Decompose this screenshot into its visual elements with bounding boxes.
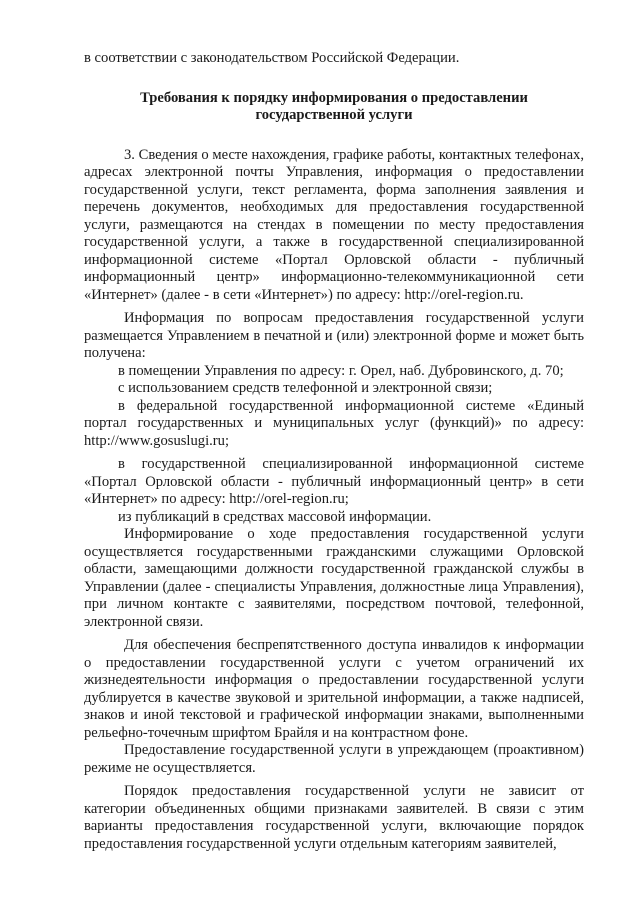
paragraph-proactive: Предоставление государственной услуги в упреждающем (проактивном) режиме не осуществляется. — [84, 742, 584, 776]
paragraph-item-3: 3. Сведения о месте нахождения, графике работы, контактных телефонах, адресах электронной почты Управления, информация о предоставлении государственной услуги, текст регламента, форма заполнения заявления и перечень документов, необходимых для предоставления государственной услуги, размещаются на стендах в помещении по месту предоставления государственной услуги, а также в государственной специализированной информационной системе «Портал Орловской области - публичный информационный центр» информационно-телекоммуникационной сети «Интернет» (далее - в сети «Интернет») по адресу: http://orel-region.ru. — [84, 146, 584, 303]
list-item-phone: с использованием средств телефонной и электронной связи; — [118, 380, 493, 396]
paragraph-info-intro: Информация по вопросам предоставления государственной услуги размещается Управлением в печатной и (или) электронной форме и может быть получена: — [84, 310, 584, 361]
list-item-orel-portal: в государственной специализированной информационной системе «Портал Орловской области - публичный информационный центр» в сети «Интернет» по адресу: http://orel-region.ru; — [84, 456, 584, 507]
section-title: Требования к порядку информирования о предоставлении государственной услуги — [140, 89, 528, 123]
paragraph-accessibility: Для обеспечения беспрепятственного доступа инвалидов к информации о предоставлении государственной услуги с учетом ограничений их жизнедеятельности информация о предоставлении государственной услуги дублируется в качестве звуковой и зрительной информации, а также надписей, знаков и иной текстовой и графической информации знаками, выполненными рельефно-точечным шрифтом Брайля и на контрастном фоне. — [84, 637, 584, 741]
paragraph-progress-info: Информирование о ходе предоставления государственной услуги осуществляется государственными гражданскими служащими Орловской области, замещающими должности государственной гражданской службы в Управлении (далее - специалисты Управления, должностные лица Управления), при личном контакте с заявителями, посредством почтовой, телефонной, электронной связи. — [84, 526, 584, 630]
list-item-media: из публикаций в средствах массовой информации. — [118, 508, 432, 525]
list-item-office: в помещении Управления по адресу: г. Орел, наб. Дубровинского, д. 70; — [118, 362, 564, 379]
lead-line: в соответствии с законодательством Российской Федерации. — [84, 50, 460, 66]
document-page — [84, 50, 584, 853]
list-item-gosuslugi: в федеральной государственной информационной системе «Единый портал государственных и муниципальных услуг (функций)» по адресу: http://www.gosuslugi.ru; — [84, 397, 584, 449]
paragraph-categories: Порядок предоставления государственной услуги не зависит от категории объединенных общими признаками заявителей. В связи с этим варианты предоставления государственной услуги, включающие порядок предоставления государственной услуги отдельным категориям заявителей, — [84, 783, 584, 852]
